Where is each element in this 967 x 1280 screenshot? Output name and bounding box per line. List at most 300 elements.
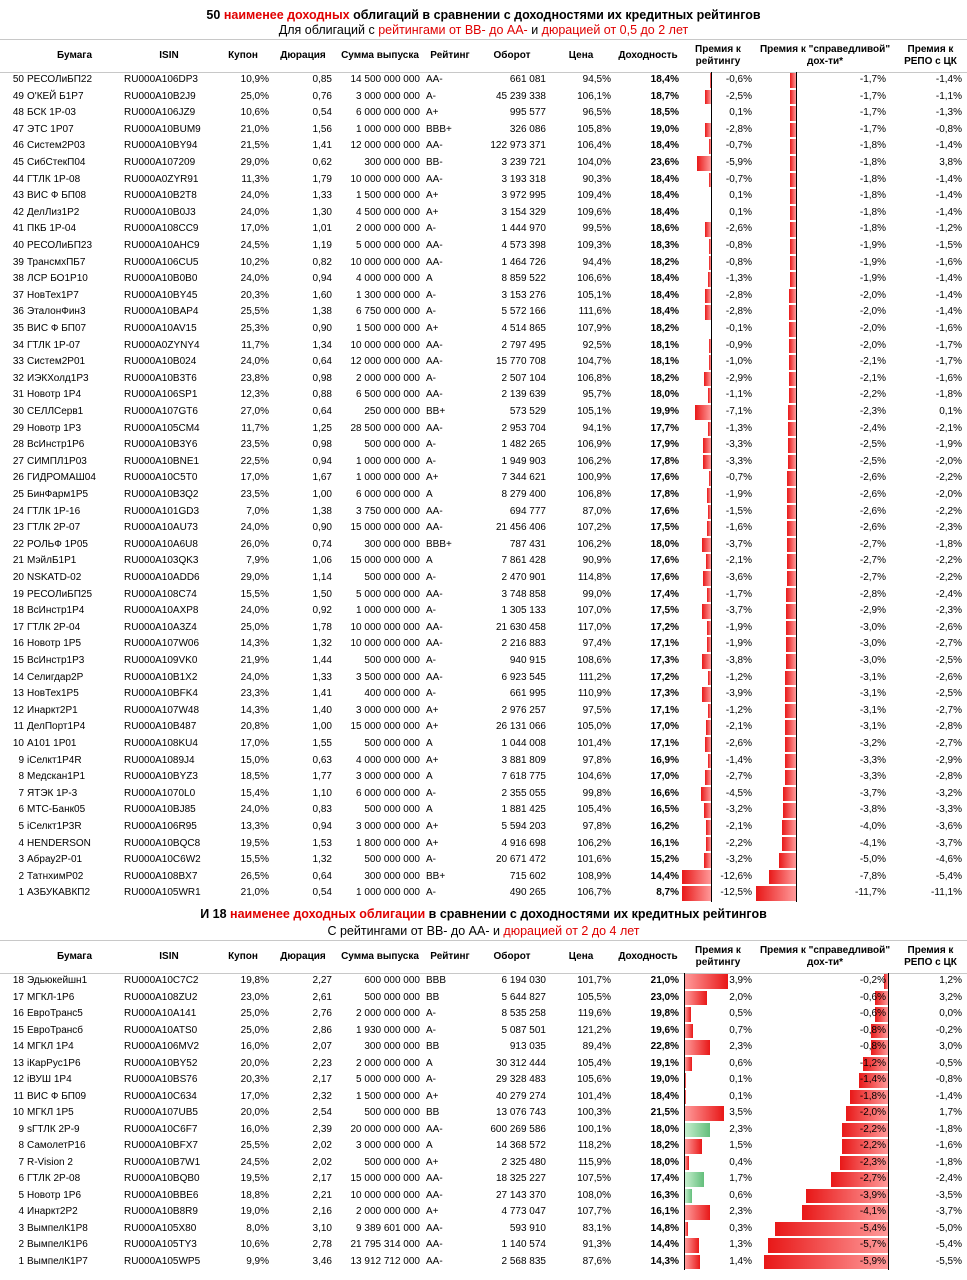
cell-yield: 18,7%	[650, 90, 679, 102]
cell-issue: 250 000 000	[364, 406, 420, 417]
cell-yield: 14,4%	[650, 1239, 679, 1250]
cell-turnover: 2 976 257	[501, 704, 546, 716]
cell-yield: 16,5%	[650, 804, 679, 816]
cell-duration: 0,64	[312, 870, 332, 882]
cell-premium-fair: -11,7%	[855, 887, 886, 899]
cell-turnover: 40 279 274	[495, 1090, 546, 1102]
cell-premium-rating: 0,1%	[729, 190, 752, 202]
cell-coupon: 10,6%	[240, 1239, 269, 1250]
cell-turnover: 6 194 030	[501, 975, 546, 986]
header-prem-repo: Премия к РЕПО с ЦК	[904, 44, 957, 67]
cell-premium-rating: -0,7%	[725, 472, 752, 484]
cell-premium-fair: -2,0%	[859, 1107, 886, 1118]
cell-num: 24	[12, 505, 24, 517]
cell-bond: ЯТЭК 1Р-3	[27, 787, 78, 799]
cell-issue: 2 000 000 000	[356, 1057, 420, 1069]
cell-rating: A-	[426, 887, 436, 899]
cell-yield: 16,6%	[650, 787, 679, 799]
cell-issue: 1 500 000 000	[356, 1090, 420, 1102]
section1-subtitle-red2: дюрацией от 0,5 до 2 лет	[541, 23, 689, 37]
cell-turnover: 1 464 726	[501, 256, 546, 268]
cell-premium-fair: -5,4%	[859, 1222, 886, 1234]
section1-title-pre: 50	[206, 8, 224, 22]
cell-turnover: 14 368 572	[495, 1140, 546, 1151]
header-prem-fair: Премия к "справедливой" дох-ти*	[759, 44, 891, 67]
cell-duration: 1,06	[312, 555, 332, 567]
cell-duration: 1,56	[312, 123, 332, 135]
cell-price: 100,3%	[577, 1107, 611, 1118]
cell-premium-fair: -1,7%	[859, 74, 886, 85]
cell-duration: 1,77	[312, 771, 332, 783]
cell-turnover: 694 777	[509, 505, 546, 517]
cell-price: 121,2%	[577, 1024, 611, 1036]
cell-num: 40	[12, 240, 24, 251]
table-row	[0, 105, 967, 122]
cell-premium-rating: -12,6%	[720, 870, 752, 882]
cell-issue: 500 000 000	[364, 572, 420, 583]
cell-premium-fair: -0,6%	[859, 1008, 886, 1019]
cell-num: 39	[12, 256, 24, 268]
cell-yield: 17,7%	[650, 422, 679, 434]
cell-isin: RU000A10BNE1	[124, 455, 200, 467]
table-row	[0, 852, 967, 869]
section1-subtitle-pre: Для облигаций с	[278, 23, 379, 37]
table-row	[0, 1254, 967, 1271]
cell-num: 17	[12, 991, 24, 1003]
cell-duration: 0,94	[312, 273, 332, 285]
cell-isin: RU000A10BY94	[124, 140, 198, 152]
cell-turnover: 573 529	[509, 406, 546, 417]
cell-coupon: 10,9%	[240, 74, 269, 85]
cell-isin: RU000A10ATS0	[124, 1024, 198, 1036]
cell-num: 33	[12, 356, 24, 368]
table-row	[0, 288, 967, 305]
cell-premium-repo: -1,6%	[935, 372, 962, 384]
cell-coupon: 15,4%	[240, 787, 269, 799]
cell-premium-fair: -2,2%	[859, 1140, 886, 1151]
cell-issue: 500 000 000	[364, 738, 420, 749]
cell-rating: A+	[426, 1090, 439, 1102]
cell-isin: RU000A10B2J9	[124, 90, 196, 102]
cell-coupon: 17,0%	[240, 472, 269, 484]
cell-duration: 2,23	[312, 1057, 332, 1069]
cell-num: 41	[12, 223, 24, 235]
cell-duration: 0,54	[312, 887, 332, 899]
cell-yield: 17,4%	[650, 1173, 679, 1184]
cell-issue: 500 000 000	[364, 655, 420, 666]
cell-premium-rating: -2,6%	[725, 223, 752, 235]
cell-premium-repo: -1,7%	[935, 339, 962, 351]
cell-premium-repo: -0,8%	[935, 123, 962, 135]
cell-premium-repo: 0,0%	[939, 1008, 962, 1019]
cell-rating: AA-	[426, 1222, 443, 1234]
cell-price: 107,2%	[577, 522, 611, 534]
cell-duration: 3,10	[312, 1222, 332, 1234]
cell-premium-repo: -1,4%	[935, 206, 962, 218]
cell-issue: 500 000 000	[364, 439, 420, 451]
cell-price: 91,3%	[582, 1239, 611, 1250]
cell-issue: 1 930 000 000	[356, 1024, 420, 1036]
cell-premium-rating: -2,8%	[725, 123, 752, 135]
cell-num: 7	[18, 1156, 24, 1168]
cell-yield: 18,2%	[650, 1140, 679, 1151]
cell-turnover: 8 859 522	[501, 273, 546, 285]
cell-duration: 1,10	[312, 787, 332, 799]
cell-issue: 15 000 000 000	[350, 721, 420, 733]
cell-premium-rating: -3,7%	[725, 605, 752, 617]
cell-isin: RU000A10B7W1	[124, 1156, 201, 1168]
cell-coupon: 22,5%	[240, 455, 269, 467]
cell-yield: 19,1%	[650, 1057, 679, 1069]
cell-price: 90,9%	[582, 555, 611, 567]
table-row	[0, 670, 967, 687]
cell-coupon: 19,0%	[240, 1206, 269, 1217]
cell-yield: 18,1%	[650, 339, 679, 351]
cell-coupon: 16,0%	[240, 1041, 269, 1052]
cell-bond: Селигдар2Р	[27, 671, 84, 683]
cell-premium-repo: -1,4%	[935, 306, 962, 318]
cell-rating: AA-	[426, 173, 443, 185]
cell-isin: RU000A1089J4	[124, 754, 195, 766]
table-row	[0, 1122, 967, 1139]
cell-num: 2	[18, 1239, 24, 1250]
cell-num: 3	[18, 1222, 24, 1234]
cell-premium-rating: -2,1%	[725, 555, 752, 567]
cell-issue: 10 000 000 000	[350, 638, 420, 650]
cell-yield: 19,8%	[650, 1008, 679, 1019]
cell-issue: 500 000 000	[364, 1107, 420, 1118]
cell-coupon: 25,0%	[240, 621, 269, 633]
cell-rating: AA-	[426, 621, 443, 633]
cell-num: 32	[12, 372, 24, 384]
cell-coupon: 24,5%	[240, 240, 269, 251]
cell-isin: RU000A10BQB0	[124, 1173, 200, 1184]
section2-title-red: наименее доходных облигации	[230, 907, 426, 921]
cell-bond: ГТЛК 1Р-07	[27, 339, 81, 351]
cell-isin: RU000A10B024	[124, 356, 197, 368]
header-isin: ISIN	[159, 951, 179, 962]
table-row	[0, 587, 967, 604]
cell-premium-repo: -2,1%	[935, 422, 962, 434]
cell-turnover: 5 087 501	[501, 1024, 546, 1036]
cell-coupon: 16,0%	[240, 1123, 269, 1135]
header-prem-rating: Премия к рейтингу	[695, 44, 741, 67]
cell-num: 30	[12, 406, 24, 417]
cell-isin: RU000A10BY45	[124, 289, 198, 301]
cell-duration: 0,98	[312, 372, 332, 384]
cell-yield: 18,4%	[650, 273, 679, 285]
cell-coupon: 19,8%	[240, 975, 269, 986]
cell-premium-fair: -2,3%	[859, 406, 886, 417]
cell-turnover: 787 431	[509, 538, 546, 550]
cell-price: 106,8%	[577, 489, 611, 500]
cell-issue: 3 750 000 000	[356, 505, 420, 517]
cell-rating: A	[426, 1057, 433, 1069]
cell-price: 115,9%	[577, 1156, 611, 1168]
cell-premium-fair: -2,1%	[859, 372, 886, 384]
cell-turnover: 15 770 708	[495, 356, 546, 368]
cell-yield: 17,1%	[650, 738, 679, 749]
cell-price: 96,5%	[582, 107, 611, 119]
cell-isin: RU000A101GD3	[124, 505, 200, 517]
cell-rating: A-	[426, 1008, 436, 1019]
cell-issue: 1 000 000 000	[356, 123, 420, 135]
cell-coupon: 15,0%	[240, 754, 269, 766]
header-price: Цена	[568, 50, 594, 61]
cell-premium-fair: -0,8%	[859, 1024, 886, 1036]
cell-duration: 1,41	[312, 688, 332, 700]
cell-price: 105,8%	[577, 123, 611, 135]
table-row	[0, 321, 967, 338]
cell-coupon: 24,0%	[240, 356, 269, 368]
cell-isin: RU000A105WR1	[124, 887, 201, 899]
table-row	[0, 221, 967, 238]
cell-premium-rating: -7,1%	[725, 406, 752, 417]
cell-duration: 0,94	[312, 455, 332, 467]
table-row	[0, 354, 967, 371]
section2-title	[0, 906, 967, 922]
table-row	[0, 990, 967, 1007]
cell-bond: iВУШ 1Р4	[27, 1074, 72, 1085]
cell-turnover: 2 568 835	[501, 1255, 546, 1267]
cell-rating: AA-	[426, 1123, 443, 1135]
cell-coupon: 24,0%	[240, 273, 269, 285]
cell-premium-repo: -2,2%	[935, 472, 962, 484]
cell-duration: 1,79	[312, 173, 332, 185]
cell-yield: 21,0%	[650, 975, 679, 986]
cell-issue: 6 000 000 000	[356, 787, 420, 799]
cell-coupon: 23,3%	[240, 688, 269, 700]
cell-premium-repo: -1,5%	[935, 240, 962, 251]
cell-premium-fair: -3,9%	[859, 1189, 886, 1201]
cell-bond: СибСтекП04	[27, 157, 86, 168]
cell-num: 15	[12, 655, 24, 666]
cell-yield: 18,2%	[650, 372, 679, 384]
cell-bond: ГТЛК 2Р-04	[27, 621, 81, 633]
cell-coupon: 27,0%	[240, 406, 269, 417]
cell-premium-rating: -3,8%	[725, 655, 752, 666]
cell-price: 104,6%	[577, 771, 611, 783]
cell-coupon: 21,5%	[240, 140, 269, 152]
cell-bond: ЭталонФин3	[27, 306, 86, 318]
cell-isin: RU000A10AXP8	[124, 605, 199, 617]
cell-rating: A	[426, 273, 433, 285]
cell-issue: 3 000 000 000	[356, 771, 420, 783]
cell-num: 12	[12, 704, 24, 716]
section1-title-red: наименее доходных	[223, 8, 350, 22]
cell-price: 105,5%	[577, 991, 611, 1003]
cell-price: 101,4%	[577, 738, 611, 749]
cell-isin: RU000A10AV15	[124, 323, 197, 334]
cell-rating: A+	[426, 721, 439, 733]
cell-duration: 0,88	[312, 389, 332, 401]
cell-num: 15	[12, 1024, 24, 1036]
cell-yield: 18,2%	[650, 323, 679, 334]
cell-yield: 18,0%	[650, 538, 679, 550]
cell-isin: RU000A106JZ9	[124, 107, 196, 119]
table-row	[0, 885, 967, 902]
cell-bond: ЕвроТранс5	[27, 1008, 83, 1019]
cell-num: 5	[18, 821, 24, 832]
cell-duration: 2,78	[312, 1239, 332, 1250]
cell-yield: 18,2%	[650, 256, 679, 268]
table-row	[0, 1006, 967, 1023]
cell-isin: RU000A103QK3	[124, 555, 199, 567]
section2-subtitle-pre: С рейтингами от ВВ- до АА- и	[327, 924, 504, 938]
cell-issue: 28 500 000 000	[350, 422, 420, 434]
cell-yield: 19,6%	[650, 1024, 679, 1036]
cell-bond: ГТЛК 2Р-08	[27, 1173, 81, 1184]
cell-rating: A-	[426, 854, 436, 866]
cell-issue: 400 000 000	[364, 688, 420, 700]
cell-isin: RU000A108KU4	[124, 738, 198, 749]
cell-premium-rating: 2,3%	[729, 1123, 752, 1135]
cell-duration: 1,14	[312, 572, 332, 583]
cell-premium-repo: -2,2%	[935, 555, 962, 567]
cell-num: 9	[18, 754, 24, 766]
cell-premium-rating: -3,9%	[725, 688, 752, 700]
cell-num: 49	[12, 90, 24, 102]
cell-rating: AA-	[426, 638, 443, 650]
cell-rating: A+	[426, 190, 439, 202]
cell-rating: A-	[426, 306, 436, 318]
cell-duration: 2,17	[312, 1074, 332, 1085]
table-row	[0, 753, 967, 770]
cell-rating: A-	[426, 688, 436, 700]
cell-isin: RU000A10BYZ3	[124, 771, 198, 783]
cell-premium-repo: -1,8%	[935, 1156, 962, 1168]
cell-issue: 1 800 000 000	[356, 837, 420, 849]
cell-turnover: 45 239 338	[495, 90, 546, 102]
cell-rating: AA-	[426, 1239, 443, 1250]
cell-isin: RU000A10B3T6	[124, 372, 197, 384]
cell-premium-repo: -5,4%	[935, 870, 962, 882]
cell-premium-repo: -3,2%	[935, 787, 962, 799]
cell-premium-repo: -2,3%	[935, 605, 962, 617]
cell-issue: 15 000 000 000	[350, 555, 420, 567]
cell-num: 38	[12, 273, 24, 285]
header-turnover: Оборот	[493, 50, 531, 61]
cell-coupon: 21,0%	[240, 123, 269, 135]
cell-rating: A+	[426, 206, 439, 218]
cell-price: 101,7%	[577, 975, 611, 986]
cell-coupon: 9,9%	[246, 1255, 269, 1267]
cell-premium-rating: -3,6%	[725, 572, 752, 583]
cell-duration: 1,33	[312, 190, 332, 202]
cell-premium-repo: -3,6%	[935, 821, 962, 832]
cell-premium-fair: -2,3%	[859, 1156, 886, 1168]
cell-bond: РЕСОЛиБП25	[27, 588, 93, 600]
cell-issue: 12 000 000 000	[350, 140, 420, 152]
cell-rating: A	[426, 1140, 433, 1151]
cell-num: 48	[12, 107, 24, 119]
cell-bond: НовТех1Р7	[27, 289, 79, 301]
cell-isin: RU000A10C6F7	[124, 1123, 198, 1135]
cell-premium-repo: -1,4%	[935, 190, 962, 202]
table-row	[0, 504, 967, 521]
cell-num: 7	[18, 787, 24, 799]
cell-price: 106,1%	[577, 90, 611, 102]
cell-yield: 17,2%	[650, 671, 679, 683]
cell-premium-repo: -1,6%	[935, 323, 962, 334]
cell-issue: 300 000 000	[364, 870, 420, 882]
cell-rating: A	[426, 489, 433, 500]
cell-isin: RU000A108BX7	[124, 870, 198, 882]
cell-premium-rating: 2,3%	[729, 1041, 752, 1052]
cell-issue: 5 000 000 000	[356, 240, 420, 251]
cell-rating: BB	[426, 1041, 440, 1052]
cell-yield: 23,6%	[650, 157, 679, 168]
cell-issue: 3 000 000 000	[356, 90, 420, 102]
cell-rating: A+	[426, 821, 439, 832]
cell-rating: AA-	[426, 671, 443, 683]
cell-num: 5	[18, 1189, 24, 1201]
cell-duration: 0,62	[312, 157, 332, 168]
cell-num: 37	[12, 289, 24, 301]
cell-isin: RU000A10B3Y6	[124, 439, 198, 451]
cell-premium-repo: -2,5%	[935, 655, 962, 666]
cell-price: 108,6%	[577, 655, 611, 666]
header-duration: Дюрация	[280, 951, 326, 962]
table-row	[0, 603, 967, 620]
cell-isin: RU000A107W48	[124, 704, 200, 716]
cell-premium-repo: -2,7%	[935, 638, 962, 650]
cell-isin: RU000A1070L0	[124, 787, 196, 799]
cell-price: 94,1%	[582, 422, 611, 434]
cell-num: 19	[12, 588, 24, 600]
cell-isin: RU000A10C7C2	[124, 975, 199, 986]
cell-duration: 1,00	[312, 489, 332, 500]
cell-coupon: 26,5%	[240, 870, 269, 882]
cell-num: 18	[12, 975, 24, 986]
cell-duration: 0,74	[312, 538, 332, 550]
cell-price: 100,9%	[577, 472, 611, 484]
cell-premium-rating: -3,7%	[725, 538, 752, 550]
cell-premium-fair: -2,0%	[859, 306, 886, 318]
cell-bond: Инаркт2Р1	[27, 704, 78, 716]
cell-duration: 0,98	[312, 439, 332, 451]
cell-issue: 6 750 000 000	[356, 306, 420, 318]
cell-premium-fair: -1,8%	[859, 140, 886, 152]
cell-num: 50	[12, 74, 24, 85]
cell-bond: ЛСР БО1Р10	[27, 273, 88, 285]
cell-num: 46	[12, 140, 24, 152]
table-row	[0, 155, 967, 172]
cell-bond: Систем2Р01	[27, 356, 86, 368]
table-row	[0, 1056, 967, 1073]
cell-rating: BBB+	[426, 123, 452, 135]
table-row	[0, 686, 967, 703]
cell-rating: AA-	[426, 240, 443, 251]
table-row	[0, 736, 967, 753]
cell-price: 105,0%	[577, 721, 611, 733]
cell-yield: 17,6%	[650, 572, 679, 583]
cell-coupon: 23,5%	[240, 439, 269, 451]
cell-premium-repo: 3,2%	[939, 991, 962, 1003]
table-row	[0, 553, 967, 570]
cell-rating: AA-	[426, 422, 443, 434]
cell-issue: 5 000 000 000	[356, 588, 420, 600]
cell-yield: 17,9%	[650, 439, 679, 451]
cell-premium-rating: -2,7%	[725, 771, 752, 783]
cell-isin: RU000A106R95	[124, 821, 197, 832]
cell-premium-repo: -5,4%	[935, 1239, 962, 1250]
cell-premium-fair: -2,4%	[859, 422, 886, 434]
cell-yield: 18,4%	[650, 1090, 679, 1102]
cell-turnover: 3 748 858	[501, 588, 546, 600]
cell-isin: RU000A106MV2	[124, 1041, 200, 1052]
cell-rating: A	[426, 738, 433, 749]
